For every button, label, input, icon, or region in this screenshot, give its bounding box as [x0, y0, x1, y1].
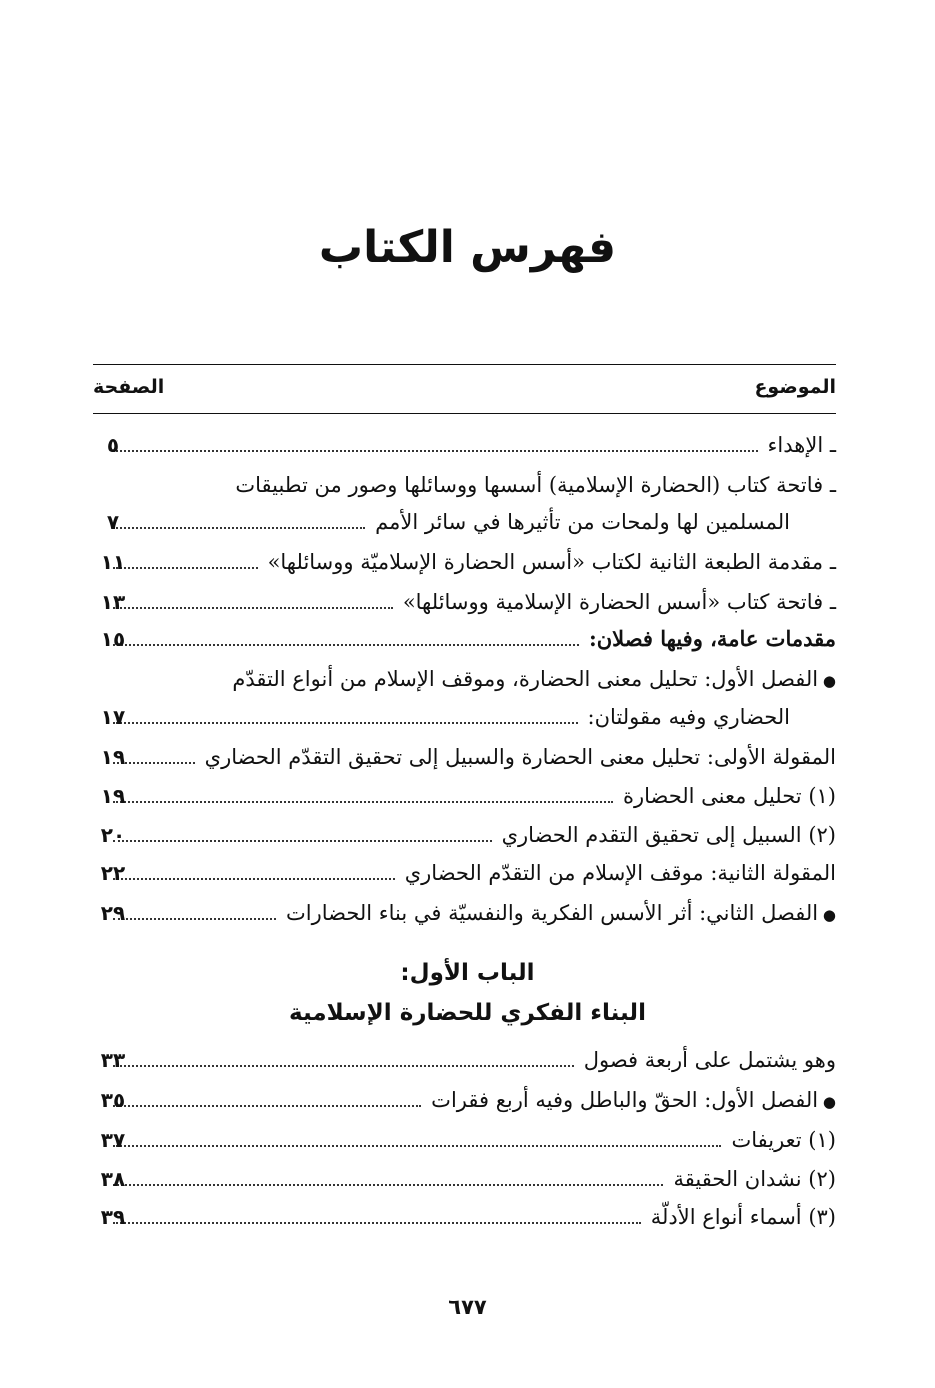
toc-entry-text: ● الفصل الأول: تحليل معنى الحضارة، وموقف الإسلام من أنواع التقدّم: [222, 662, 836, 698]
toc-entry-page: ٣٣: [100, 1048, 126, 1072]
toc-entry-page: ١٧: [100, 705, 126, 729]
toc-entry: [93, 818, 836, 852]
toc-entry-page: ٥: [106, 433, 120, 457]
toc-entry: [93, 1043, 836, 1077]
toc-entry-page: ٢٠: [100, 823, 126, 847]
toc-entry: [93, 1083, 836, 1117]
toc-entry-page: ١١: [100, 550, 126, 574]
toc-entry-text: (١) تحليل معنى الحضارة: [622, 784, 836, 808]
toc-entry-text: ـ الإهداء: [767, 433, 836, 457]
toc-header: [93, 364, 836, 414]
toc-entry: [93, 505, 836, 539]
toc-entry: [93, 779, 836, 813]
toc-entry: [93, 468, 836, 502]
toc-entry-page: ٣٥: [100, 1088, 126, 1112]
toc-entry-page: ١٩: [100, 745, 126, 769]
dot-leader: [113, 607, 393, 609]
dot-leader: [113, 1145, 721, 1147]
dot-leader: [113, 1105, 421, 1107]
toc-entry-text: (٢) نشدان الحقيقة: [673, 1167, 836, 1191]
toc-entry-page: ٣٧: [100, 1128, 126, 1152]
toc-entry-text: ـ فاتحة كتاب (الحضارة الإسلامية) أسسها ووسائلها وصور من تطبيقات: [235, 473, 836, 497]
dot-leader: [113, 450, 758, 452]
toc-entry: [93, 1200, 836, 1234]
toc-entry-page: ١٩: [100, 784, 126, 808]
toc-entry: [93, 856, 836, 890]
toc-entry: [93, 700, 836, 734]
dot-leader: [113, 1222, 641, 1224]
toc-entry: [93, 585, 836, 619]
toc-entry: [93, 1123, 836, 1157]
toc-entry-text: ـ فاتحة كتاب «أسس الحضارة الإسلامية ووسائلها»: [402, 590, 836, 614]
toc-entry: [93, 545, 836, 579]
toc-entry-text: (٣) أسماء أنواع الأدلّة: [650, 1205, 836, 1229]
toc-entry-text: ● الفصل الأول: الحقّ والباطل وفيه أربع فقرات: [421, 1083, 836, 1119]
toc-entry-page: ٢٢: [100, 861, 126, 885]
toc-entry: [93, 1162, 836, 1196]
toc-entry-text: مقدمات عامة، وفيها فصلان:: [588, 626, 836, 651]
toc-entry-text: المقولة الأولى: تحليل معنى الحضارة والسبيل إلى تحقيق التقدّم الحضاري: [204, 745, 836, 769]
dot-leader: [113, 567, 258, 569]
toc-entry-text: (٢) السبيل إلى تحقيق التقدم الحضاري: [501, 823, 836, 847]
toc-entry-text: وهو يشتمل على أربعة فصول: [583, 1048, 836, 1072]
toc-entry-text: الحضاري وفيه مقولتان:: [587, 705, 790, 729]
dot-leader: [113, 644, 579, 646]
toc-entry-page: ٧: [106, 510, 120, 534]
toc-entry-text: المسلمين لها ولمحات من تأثيرها في سائر الأمم: [375, 510, 790, 534]
toc-entry-page: ٣٩: [100, 1205, 126, 1229]
page-number: ٦٧٧: [448, 1295, 487, 1319]
toc-entry: [93, 662, 836, 696]
dot-leader: [113, 527, 365, 529]
topic-column-label: الموضوع: [754, 376, 836, 398]
dot-leader: [113, 1065, 574, 1067]
toc-entry-text: ـ مقدمة الطبعة الثانية لكتاب «أسس الحضارة الإسلاميّة ووسائلها»: [267, 550, 836, 574]
toc-entry-page: ١٣: [100, 590, 126, 614]
part-title: البناء الفكري للحضارة الإسلامية: [289, 1000, 646, 1026]
toc-entry-text: المقولة الثانية: موقف الإسلام من التقدّم الحضاري: [404, 861, 836, 885]
toc-entry: [93, 428, 836, 462]
toc-entry-page: ٢٩: [100, 901, 126, 925]
toc-entry-text: (١) تعريفات: [731, 1128, 836, 1152]
dot-leader: [113, 722, 578, 724]
page-column-label: الصفحة: [93, 376, 165, 398]
toc-entry: [93, 896, 836, 930]
part-label: الباب الأول:: [400, 960, 535, 986]
toc-entry-page: ١٥: [100, 627, 126, 651]
toc-entry: [93, 740, 836, 774]
page-title: فهرس الكتاب: [318, 222, 617, 273]
dot-leader: [113, 878, 395, 880]
dot-leader: [113, 840, 492, 842]
toc-entry-page: ٣٨: [100, 1167, 126, 1191]
toc-entry-text: ● الفصل الثاني: أثر الأسس الفكرية والنفسيّة في بناء الحضارات: [276, 896, 836, 932]
toc-entry: [93, 622, 836, 656]
dot-leader: [113, 801, 613, 803]
dot-leader: [113, 1184, 663, 1186]
dot-leader: [113, 918, 276, 920]
